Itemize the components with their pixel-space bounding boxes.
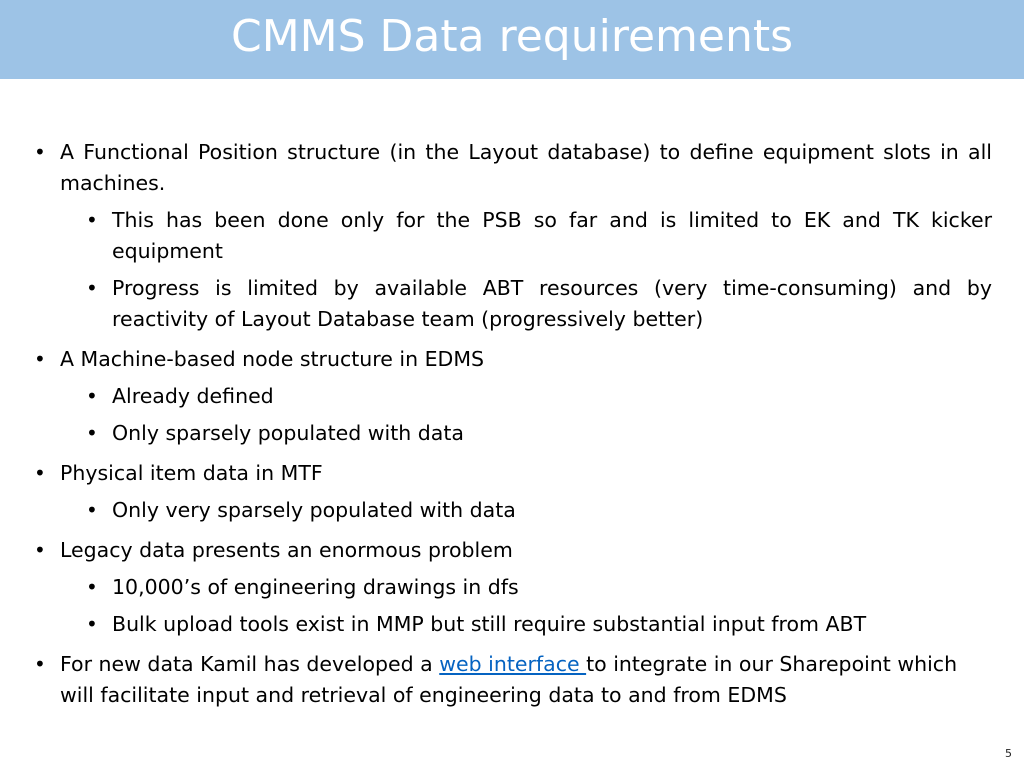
bullet-dot-icon: • <box>86 498 98 522</box>
sub-bullet-item <box>32 381 992 412</box>
slide-title: CMMS Data requirements <box>230 11 794 62</box>
bullet-dot-icon: • <box>34 461 46 485</box>
bullet-dot-icon: • <box>34 652 46 676</box>
bullet-item <box>32 535 992 566</box>
bullet-text: A Functional Position structure (in the Layout database) to define equipment slots in all machines. <box>60 140 992 195</box>
bullet-dot-icon: • <box>86 276 98 300</box>
sub-bullet-item <box>32 205 992 267</box>
bullet-text-before-link: For new data Kamil has developed a <box>60 652 440 676</box>
bullet-group-legacy-data <box>32 535 992 640</box>
bullet-dot-icon: • <box>86 575 98 599</box>
bullet-text: A Machine-based node structure in EDMS <box>60 347 485 371</box>
bullet-group-physical-item <box>32 458 992 526</box>
bullet-text-after-link: to integrate in our Sharepoint which will facilitate input and retrieval of engineering data to and from EDMS <box>60 652 958 707</box>
bullet-item <box>32 344 992 375</box>
sub-bullet-item <box>32 273 992 335</box>
sub-bullet-item <box>32 609 992 640</box>
bullet-item <box>32 137 992 199</box>
sub-bullet-text: Only sparsely populated with data <box>112 421 464 445</box>
bullet-dot-icon: • <box>34 140 46 164</box>
web-interface-link[interactable]: web interface <box>439 652 587 676</box>
slide-content <box>32 137 992 720</box>
sub-bullet-text: Progress is limited by available ABT resources (very time-consuming) and by reactivity of Layout Database team (progressively better) <box>112 276 992 331</box>
sub-bullet-text: Already defined <box>112 384 274 408</box>
sub-bullet-text: Bulk upload tools exist in MMP but still require substantial input from ABT <box>112 612 867 636</box>
bullet-dot-icon: • <box>34 347 46 371</box>
bullet-text: Physical item data in MTF <box>60 461 323 485</box>
bullet-item <box>32 649 992 711</box>
bullet-group-functional-position <box>32 137 992 335</box>
bullet-dot-icon: • <box>34 538 46 562</box>
bullet-group-new-data <box>32 649 992 711</box>
sub-bullet-text: This has been done only for the PSB so far and is limited to EK and TK kicker equipment <box>112 208 992 263</box>
bullet-dot-icon: • <box>86 612 98 636</box>
sub-bullet-text: Only very sparsely populated with data <box>112 498 516 522</box>
bullet-dot-icon: • <box>86 384 98 408</box>
sub-bullet-item <box>32 495 992 526</box>
bullet-text: Legacy data presents an enormous problem <box>60 538 513 562</box>
bullet-dot-icon: • <box>86 421 98 445</box>
sub-bullet-text: 10,000’s of engineering drawings in dfs <box>112 575 519 599</box>
bullet-group-machine-node <box>32 344 992 449</box>
sub-bullet-item <box>32 572 992 603</box>
sub-bullet-item <box>32 418 992 449</box>
bullet-item <box>32 458 992 489</box>
page-number: 5 <box>1005 747 1012 760</box>
bullet-dot-icon: • <box>86 208 98 232</box>
